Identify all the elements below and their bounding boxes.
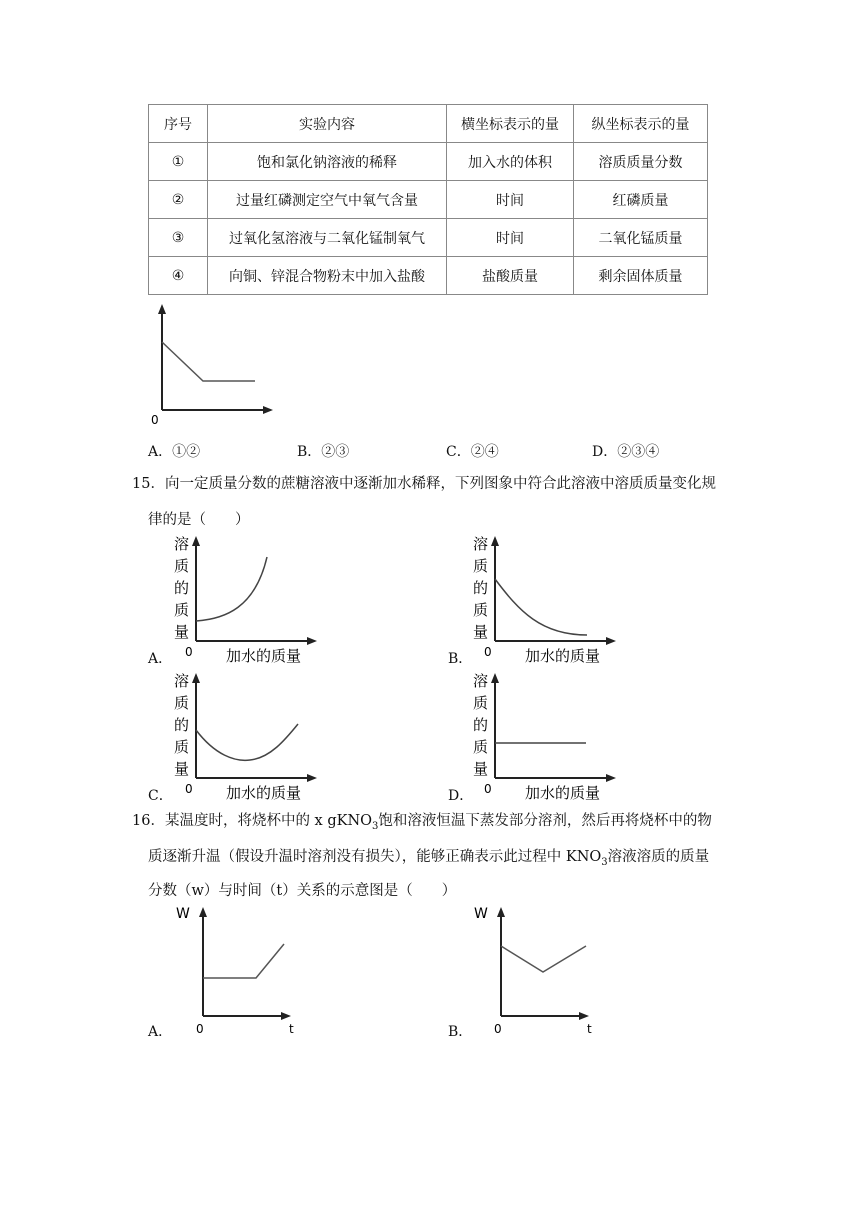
- q16-text: 饱和溶液恒温下蒸发部分溶剂，然后再将烧杯中的物: [378, 813, 712, 829]
- option-a: A．①②: [148, 444, 201, 460]
- table-cell: 剩余固体质量: [574, 257, 708, 295]
- table-header: 序号: [149, 105, 208, 143]
- ylabel-char: 质: [174, 557, 190, 575]
- ylabel-char: 质: [473, 694, 489, 712]
- origin-label: 0: [494, 1022, 502, 1036]
- table-row: [149, 219, 708, 257]
- question-15-line1: 15．向一定质量分数的蔗糖溶液中逐渐加水稀释，下列图象中符合此溶液中溶质质量变化规: [132, 476, 716, 492]
- ylabel-char: 溶: [174, 535, 190, 553]
- option-a-letter: A．: [148, 651, 173, 667]
- ylabel-char: 量: [174, 760, 190, 778]
- y-axis-arrow: [497, 907, 505, 917]
- q16-text: 16．某温度时，将烧杯中的 x gKNO: [132, 813, 373, 829]
- x-axis-label: t: [587, 1022, 592, 1036]
- q16-graph-b: [468, 902, 598, 1038]
- origin-label: 0: [196, 1022, 204, 1036]
- x-axis-arrow: [307, 774, 317, 782]
- table-cell: 过氧化氢溶液与二氧化锰制氧气: [208, 219, 447, 257]
- table-cell: ①: [149, 143, 208, 181]
- table-cell: 盐酸质量: [447, 257, 574, 295]
- x-axis-arrow: [579, 1012, 589, 1020]
- ylabel-char: 质: [174, 738, 190, 756]
- ylabel-char: 质: [473, 738, 489, 756]
- q14-graph: [145, 302, 280, 427]
- q16-text: 溶液溶质的质量: [607, 849, 710, 865]
- table-cell: 向铜、锌混合物粉末中加入盐酸: [208, 257, 447, 295]
- option-c-letter: C．: [148, 788, 173, 804]
- origin-label: 0: [484, 645, 492, 659]
- x-axis-arrow: [606, 637, 616, 645]
- table-row: [149, 257, 708, 295]
- option-b-letter: B．: [448, 1024, 473, 1040]
- ylabel-char: 质: [473, 557, 489, 575]
- table-cell: 二氧化锰质量: [574, 219, 708, 257]
- option-a-letter: A．: [148, 1024, 173, 1040]
- ylabel-char: 的: [174, 716, 190, 734]
- x-axis-label: t: [289, 1022, 294, 1036]
- option-b-letter: B．: [448, 651, 473, 667]
- q16-graph-a: [170, 902, 300, 1038]
- ylabel-char: 质: [174, 694, 190, 712]
- table-cell: 加入水的体积: [447, 143, 574, 181]
- table-cell: 时间: [447, 219, 574, 257]
- q15-graph-c: [170, 670, 330, 802]
- table-header: 实验内容: [208, 105, 447, 143]
- option-c: C．②④: [446, 444, 499, 460]
- table-header-row: [149, 105, 708, 143]
- table-cell: 饱和氯化钠溶液的稀释: [208, 143, 447, 181]
- graph-curve: [196, 557, 267, 621]
- table-cell: 红磷质量: [574, 181, 708, 219]
- y-axis-arrow: [192, 673, 200, 683]
- ylabel-char: 量: [473, 623, 489, 641]
- y-axis-arrow: [192, 536, 200, 546]
- table-cell: ④: [149, 257, 208, 295]
- table-cell: 过量红磷测定空气中氧气含量: [208, 181, 447, 219]
- ylabel-char: 的: [174, 579, 190, 597]
- option-d-letter: D．: [448, 788, 474, 804]
- table-cell: 时间: [447, 181, 574, 219]
- ylabel-char: 的: [473, 716, 489, 734]
- origin-label: 0: [484, 782, 492, 796]
- table-row: [149, 143, 708, 181]
- subscript: 3: [601, 856, 608, 868]
- graph-curve: [203, 944, 284, 978]
- y-axis-arrow: [158, 304, 166, 314]
- subscript: 3: [372, 820, 379, 832]
- x-axis-arrow: [606, 774, 616, 782]
- table-header: 纵坐标表示的量: [574, 105, 708, 143]
- table-cell: ②: [149, 181, 208, 219]
- origin-label: 0: [151, 413, 159, 427]
- question-16-line1: [132, 811, 712, 837]
- y-axis-arrow: [491, 673, 499, 683]
- origin-label: 0: [185, 645, 193, 659]
- ylabel-char: 量: [473, 760, 489, 778]
- ylabel-char: 溶: [174, 672, 190, 690]
- graph-curve: [196, 724, 298, 760]
- q15-graph-d: [469, 670, 629, 802]
- x-axis-label: 加水的质量: [525, 647, 601, 665]
- ylabel-char: 质: [174, 601, 190, 619]
- x-axis-arrow: [307, 637, 317, 645]
- x-axis-label: 加水的质量: [226, 647, 302, 665]
- graph-curve: [501, 946, 586, 972]
- x-axis-label: 加水的质量: [226, 784, 302, 802]
- ylabel-char: 量: [174, 623, 190, 641]
- table-cell: ③: [149, 219, 208, 257]
- ylabel-char: 溶: [473, 672, 489, 690]
- y-axis-arrow: [491, 536, 499, 546]
- q15-graph-a: [170, 533, 330, 665]
- ylabel-char: 质: [473, 601, 489, 619]
- y-axis-label: W: [176, 906, 190, 922]
- q16-text: 质逐渐升温（假设升温时溶剂没有损失），能够正确表示此过程中 KNO: [148, 849, 602, 865]
- question-15-line2: 律的是（ ）: [148, 512, 250, 528]
- ylabel-char: 溶: [473, 535, 489, 553]
- x-axis-label: 加水的质量: [525, 784, 601, 802]
- x-axis-arrow: [263, 406, 273, 414]
- option-b: B．②③: [297, 444, 350, 460]
- y-axis-arrow: [199, 907, 207, 917]
- question-16-line3: 分数（w）与时间（t）关系的示意图是（ ）: [148, 883, 457, 899]
- q15-graph-b: [469, 533, 629, 665]
- graph-curve: [495, 579, 587, 635]
- table-header: 横坐标表示的量: [447, 105, 574, 143]
- table-row: [149, 181, 708, 219]
- question-16-line2: [148, 845, 709, 868]
- graph-curve: [162, 342, 255, 381]
- x-axis-arrow: [281, 1012, 291, 1020]
- option-d: D．②③④: [592, 444, 660, 460]
- ylabel-char: 的: [473, 579, 489, 597]
- y-axis-label: W: [474, 906, 488, 922]
- table-cell: 溶质质量分数: [574, 143, 708, 181]
- experiment-table: [148, 104, 708, 295]
- origin-label: 0: [185, 782, 193, 796]
